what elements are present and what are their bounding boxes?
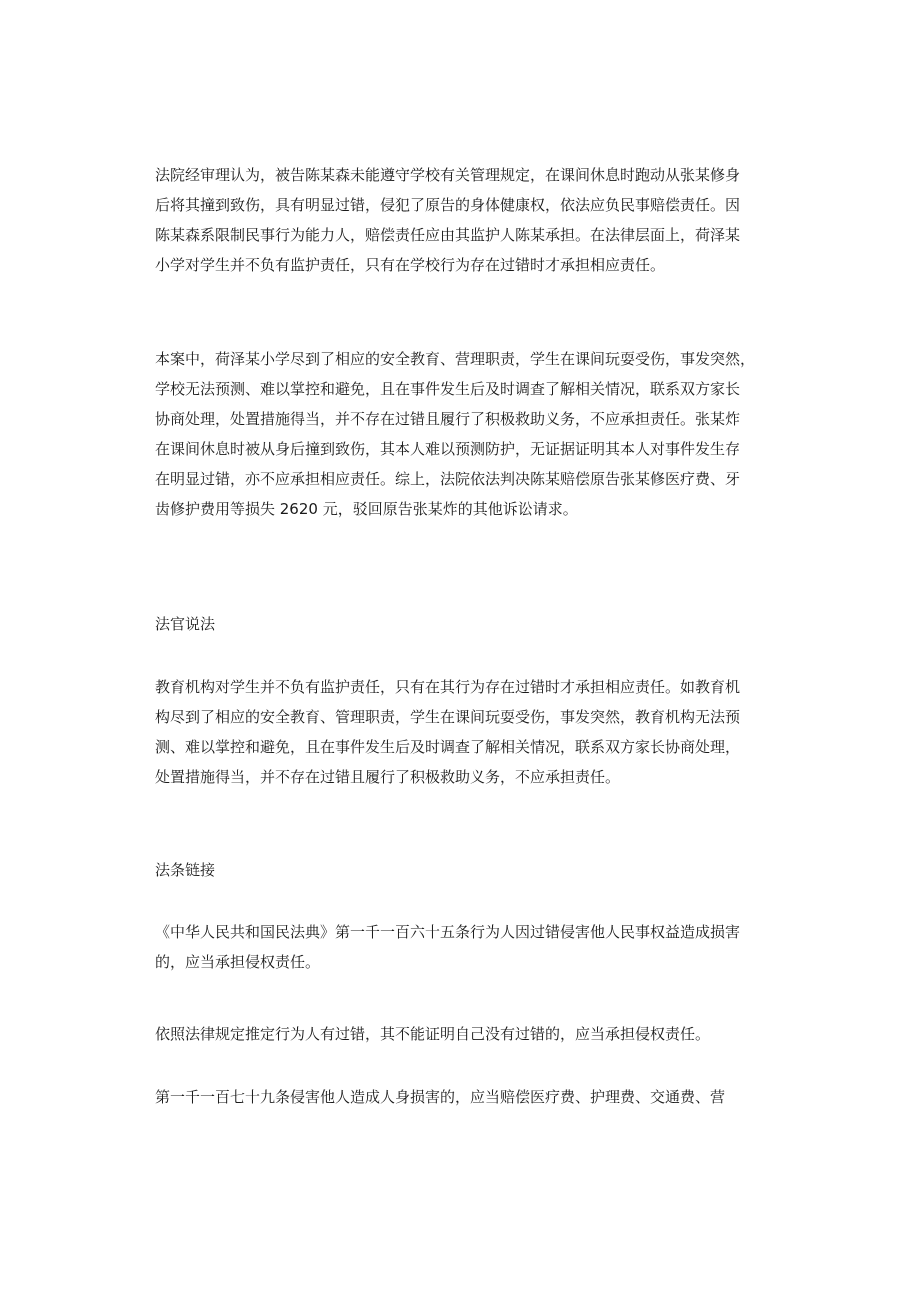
paragraph-presumed-fault: [155, 1019, 775, 1049]
text-line: 教育机构对学生并不负有监护责任，只有在其行为存在过错时才承担相应责任。如教育机: [155, 678, 741, 696]
text-line: 《中华人民共和国民法典》第一千一百六十五条行为人因过错侵害他人民事权益造成损害: [155, 923, 741, 941]
text-line: 测、难以掌控和避免，且在事件发生后及时调查了解相关情况，联系双方家长协商处理，: [155, 738, 741, 756]
text-line: 第一千一百七十九条侵害他人造成人身损害的，应当赔偿医疗费、护理费、交通费、营: [155, 1088, 726, 1106]
paragraph-judge-commentary: [155, 672, 775, 792]
text-line: 齿修护费用等损失 2620 元，驳回原告张某炸的其他诉讼请求。: [155, 500, 578, 518]
text-line: 处置措施得当，并不存在过错且履行了积极救助义务，不应承担责任。: [155, 768, 621, 786]
text-line: 法院经审理认为，被告陈某森未能遵守学校有关管理规定，在课间休息时跑动从张某修身: [155, 166, 741, 184]
text-line: 学校无法预测、难以掌控和避免，且在事件发生后及时调查了解相关情况，联系双方家长: [155, 380, 741, 398]
text-line: 构尽到了相应的安全教育、管理职责，学生在课间玩耍受伤，事发突然，教育机构无法预: [155, 708, 741, 726]
text-line: 本案中，荷泽某小学尽到了相应的安全教育、营理职责，学生在课间玩耍受伤，事发突然，: [155, 350, 756, 368]
text-line: 在明显过错，亦不应承担相应责任。综上，法院依法判决陈某赔偿原告张某修医疗费、牙: [155, 470, 741, 488]
text-line: 依照法律规定推定行为人有过错，其不能证明自己没有过错的，应当承担侵权责任。: [155, 1025, 711, 1043]
section-heading-judge-commentary: 法官说法: [155, 615, 216, 633]
paragraph-civil-code-1165: [155, 917, 775, 977]
text-line: 后将其撞到致伤，具有明显过错，侵犯了原告的身体健康权，依法应负民事赔偿责任。因: [155, 196, 741, 214]
text-line: 陈某森系限制民事行为能力人，赔偿责任应由其监护人陈某承担。在法律层面上，荷泽某: [155, 226, 741, 244]
paragraph-case-analysis: [155, 344, 775, 524]
section-heading-legal-links: 法条链接: [155, 861, 216, 879]
text-line: 小学对学生并不负有监护责任，只有在学校行为存在过错时才承担相应责任。: [155, 256, 666, 274]
text-line: 协商处理，处置措施得当，并不存在过错且履行了积极救助义务，不应承担责任。张某炸: [155, 410, 741, 428]
paragraph-court-finding: [155, 160, 775, 280]
text-line: 在课间休息时被从身后撞到致伤，其本人难以预测防护，无证据证明其本人对事件发生存: [155, 440, 741, 458]
paragraph-civil-code-1179: [155, 1082, 775, 1112]
text-line: 的，应当承担侵权责任。: [155, 953, 321, 971]
